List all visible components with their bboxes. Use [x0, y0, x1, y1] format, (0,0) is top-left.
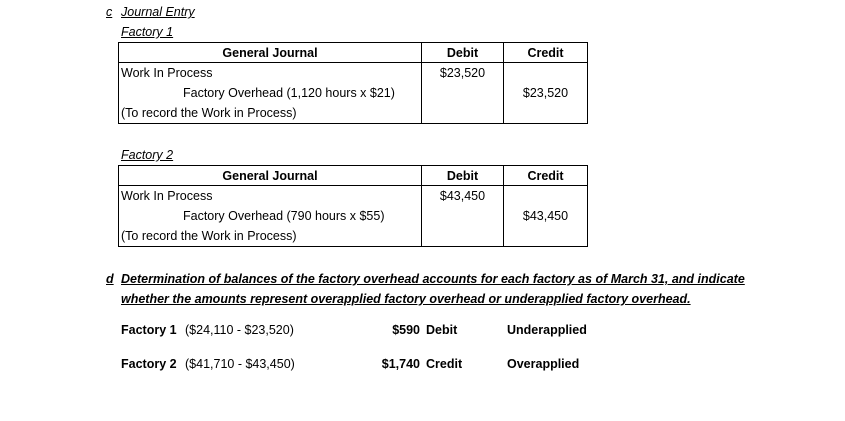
header-general-journal: General Journal: [119, 166, 422, 186]
table-header-row: [119, 43, 588, 63]
debit-cell: $43,450: [422, 186, 504, 207]
factory-1-balance-amount: $590: [392, 323, 420, 337]
table-row: [119, 63, 588, 84]
credit-cell: [504, 226, 588, 247]
section-c-label: c: [106, 5, 113, 19]
debit-cell: [422, 103, 504, 124]
account-cell: Factory Overhead (1,120 hours x $21): [119, 83, 422, 103]
table-header-row: [119, 166, 588, 186]
factory-1-label: Factory 1: [121, 25, 174, 39]
section-d-title-line-1: Determination of balances of the factory overhead accounts for each factory as of March 31, and indicate: [121, 272, 745, 286]
header-debit: Debit: [422, 166, 504, 186]
credit-cell: $23,520: [504, 83, 588, 103]
header-credit: Credit: [504, 166, 588, 186]
table-row: [119, 206, 588, 226]
section-d-title-line-2: whether the amounts represent overapplied factory overhead or underapplied factory overhead.: [121, 292, 691, 306]
factory-2-balance-amount: $1,740: [381, 357, 420, 371]
credit-cell: [504, 103, 588, 124]
journal-entry-title: Journal Entry: [121, 5, 195, 19]
factory-1-balance-side: Debit: [426, 323, 458, 337]
factory-1-balance-label: Factory 1: [121, 323, 177, 337]
section-d-label: d: [106, 272, 114, 286]
account-cell: Work In Process: [119, 186, 422, 207]
header-credit: Credit: [504, 43, 588, 63]
factory-2-balance-side: Credit: [426, 357, 463, 371]
account-cell: (To record the Work in Process): [119, 103, 422, 124]
factory-1-journal-table: [118, 42, 588, 124]
factory-2-balance-label: Factory 2: [121, 357, 177, 371]
table-row: [119, 103, 588, 124]
factory-1-balance-calc: ($24,110 - $23,520): [185, 323, 294, 337]
credit-cell: [504, 186, 588, 207]
debit-cell: [422, 83, 504, 103]
factory-2-balance-status: Overapplied: [507, 357, 580, 371]
factory-2-journal-table: [118, 165, 588, 247]
header-general-journal: General Journal: [119, 43, 422, 63]
account-cell: (To record the Work in Process): [119, 226, 422, 247]
credit-cell: $43,450: [504, 206, 588, 226]
debit-cell: [422, 226, 504, 247]
table-row: [119, 186, 588, 207]
account-cell: Factory Overhead (790 hours x $55): [119, 206, 422, 226]
factory-2-label: Factory 2: [121, 148, 174, 162]
table-row: [119, 83, 588, 103]
table-row: [119, 226, 588, 247]
account-cell: Work In Process: [119, 63, 422, 84]
factory-1-balance-status: Underapplied: [507, 323, 587, 337]
debit-cell: [422, 206, 504, 226]
factory-2-balance-calc: ($41,710 - $43,450): [185, 357, 295, 371]
debit-cell: $23,520: [422, 63, 504, 84]
header-debit: Debit: [422, 43, 504, 63]
credit-cell: [504, 63, 588, 84]
